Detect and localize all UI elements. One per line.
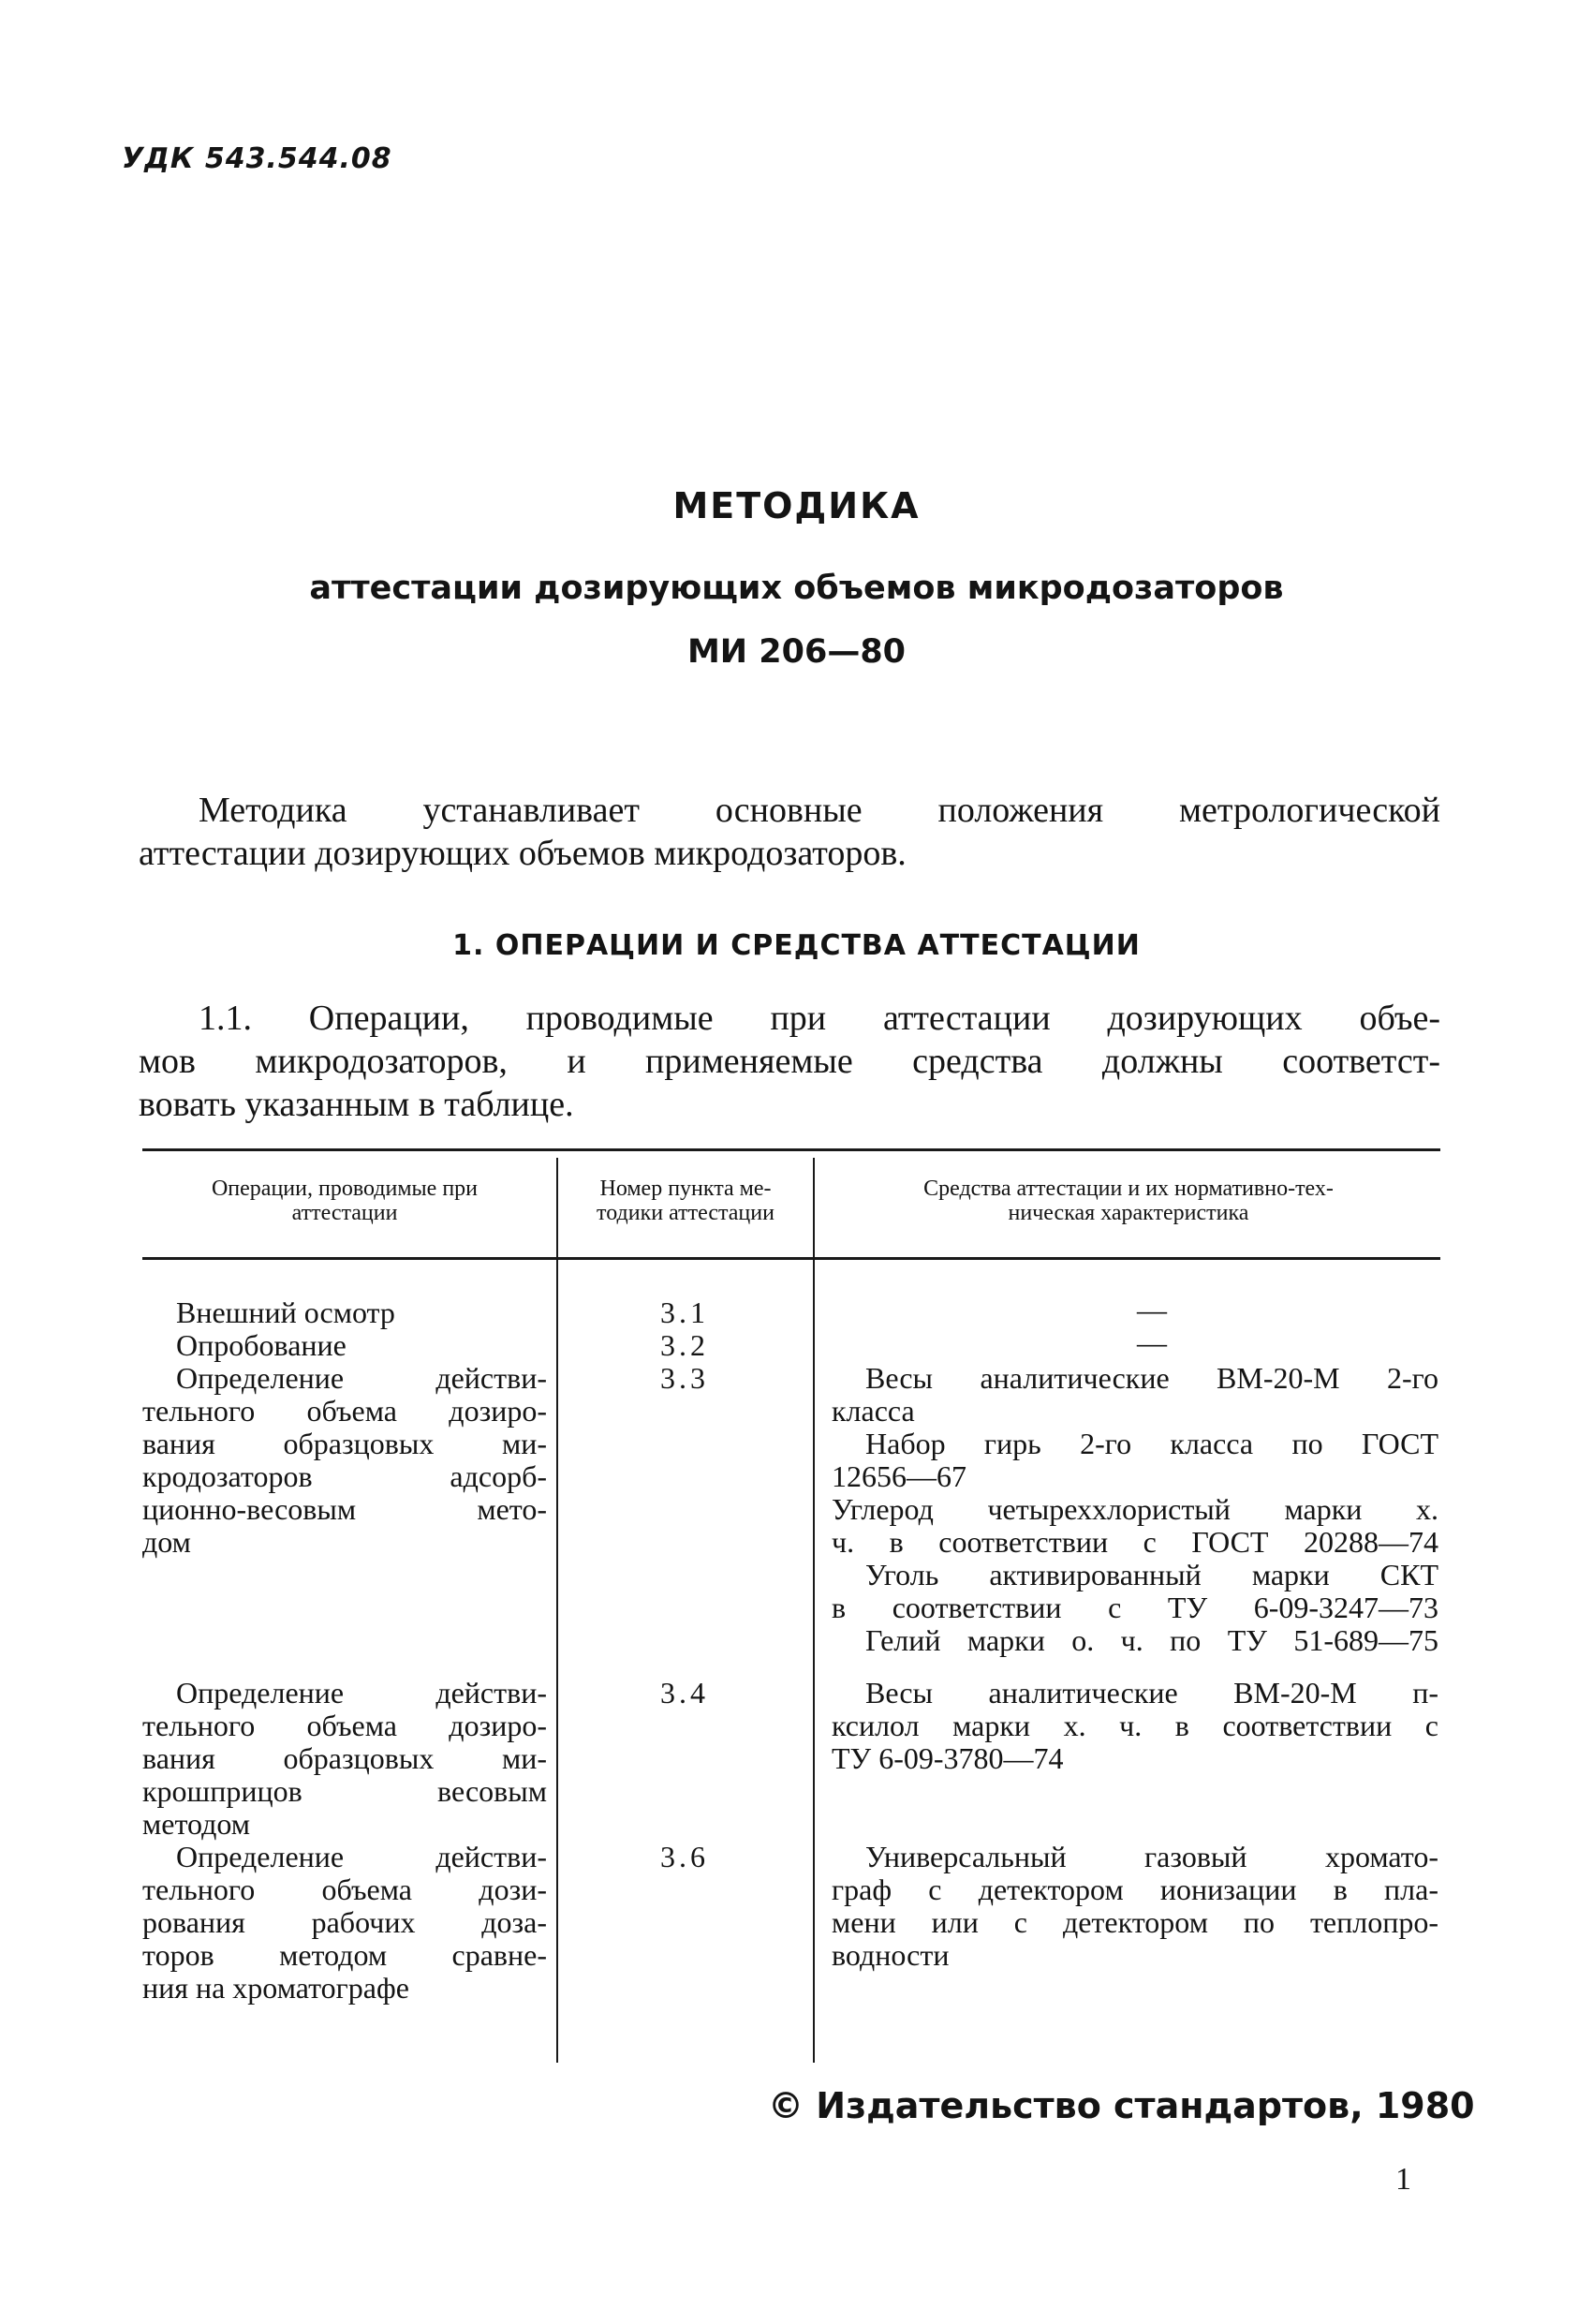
table-row-operation — [176, 1296, 395, 1329]
cell-line: Универсальный газовый хромато- — [865, 1840, 1438, 1873]
cell-line: Определение действи- — [176, 1361, 547, 1395]
clause-line: вовать указанным в таблице. — [139, 1085, 574, 1124]
table-row-means-dash: — — [1137, 1325, 1167, 1359]
cell-line: кродозаторов адсорб- — [142, 1459, 547, 1493]
table-row-number: 3.4 — [660, 1676, 709, 1710]
document-subtitle: аттестации дозирующих объемов микродозаторов — [309, 570, 1284, 607]
cell-line: ч. в соответствии с ГОСТ 20288—74 — [832, 1525, 1438, 1559]
cell-line: Гелий марки о. ч. по ТУ 51-689—75 — [865, 1623, 1438, 1657]
cell-line: Определение действи- — [176, 1676, 547, 1710]
header-line: тодики аттестации — [597, 1201, 774, 1225]
column-divider — [556, 1158, 558, 2063]
table-row-means — [832, 1841, 1438, 1972]
cell-line: вания образцовых ми- — [142, 1741, 547, 1775]
cell-line: Весы аналитические ВМ-20-М 2-го — [865, 1361, 1438, 1395]
clause-line: 1.1. Операции, проводимые при аттестации дозирующих объе- — [199, 999, 1440, 1038]
udk-code: УДК 543.544.08 — [122, 142, 392, 175]
cell-line: дом — [142, 1525, 191, 1559]
table-row-operation — [142, 1677, 547, 1841]
cell-line: методом — [142, 1807, 251, 1841]
intro-line: Методика устанавливает основные положения метрологической — [199, 791, 1440, 830]
cell-line: тельного объема дози- — [142, 1873, 547, 1906]
cell-line: Уголь активированный марки СКТ — [865, 1558, 1438, 1591]
cell-line: в соответствии с ТУ 6-09-3247—73 — [832, 1591, 1438, 1624]
cell-line: Весы аналитические ВМ-20-М п- — [865, 1676, 1438, 1710]
cell-line: ционно-весовым мето- — [142, 1492, 547, 1526]
cell-line: Определение действи- — [176, 1840, 547, 1873]
cell-line: Опробование — [176, 1328, 347, 1362]
table-row-number: 3.3 — [660, 1361, 709, 1395]
table-row-means — [832, 1362, 1438, 1657]
cell-line: водности — [832, 1938, 950, 1972]
clause-paragraph — [139, 997, 1440, 1126]
cell-line: мени или с детектором по теплопро- — [832, 1905, 1438, 1939]
cell-line: ТУ 6-09-3780—74 — [832, 1741, 1064, 1775]
cell-line: рования рабочих доза- — [142, 1905, 547, 1939]
section-heading: 1. ОПЕРАЦИИ И СРЕДСТВА АТТЕСТАЦИИ — [452, 929, 1141, 962]
document-title: МЕТОДИКА — [672, 485, 921, 526]
table-top-rule — [142, 1148, 1440, 1151]
page-number: 1 — [1395, 2162, 1411, 2197]
copyright-line: © Издательство стандартов, 1980 — [768, 2085, 1475, 2126]
cell-line: вания образцовых ми- — [142, 1427, 547, 1460]
header-line: Операции, проводимые при — [211, 1177, 479, 1201]
table-row-number: 3.6 — [660, 1840, 709, 1873]
header-line: Средства аттестации и их нормативно-тех- — [923, 1177, 1334, 1201]
cell-line: ксилол марки х. ч. в соответствии с — [832, 1709, 1438, 1742]
table-row-operation — [142, 1362, 547, 1559]
table-header-rule — [142, 1257, 1440, 1260]
cell-line: тельного объема дозиро- — [142, 1394, 547, 1428]
table-row-means-dash: — — [1137, 1293, 1167, 1326]
intro-line: аттестации дозирующих объемов микродозаторов. — [139, 834, 907, 873]
header-line: ническая характеристика — [1008, 1201, 1249, 1225]
header-means — [817, 1177, 1440, 1225]
cell-line: тельного объема дозиро- — [142, 1709, 547, 1742]
cell-line: 12656—67 — [832, 1459, 966, 1493]
header-clause-number — [560, 1177, 811, 1225]
cell-line: крошприцов весовым — [142, 1774, 547, 1808]
intro-paragraph — [139, 789, 1440, 875]
cell-line: ния на хроматографе — [142, 1971, 409, 2005]
cell-line: Набор гирь 2-го класса по ГОСТ — [865, 1427, 1438, 1460]
clause-line: мов микродозаторов, и применяемые средства должны соответст- — [139, 1042, 1440, 1081]
cell-line: Углерод четыреххлористый марки х. — [832, 1492, 1438, 1526]
header-line: Номер пункта ме- — [599, 1177, 772, 1201]
table-row-means — [832, 1677, 1438, 1775]
table-row-operation — [142, 1841, 547, 2005]
table-row-number: 3.1 — [660, 1295, 709, 1329]
table-row-number: 3.2 — [660, 1328, 709, 1362]
table-row-operation — [176, 1329, 347, 1362]
cell-line: класса — [832, 1394, 915, 1428]
header-operations — [139, 1177, 551, 1225]
cell-line: граф с детектором ионизации в пла- — [832, 1873, 1438, 1906]
cell-line: Внешний осмотр — [176, 1295, 395, 1329]
cell-line: торов методом сравне- — [142, 1938, 547, 1972]
header-line: аттестации — [291, 1201, 398, 1225]
column-divider — [813, 1158, 815, 2063]
document-code: МИ 206—80 — [686, 633, 907, 671]
